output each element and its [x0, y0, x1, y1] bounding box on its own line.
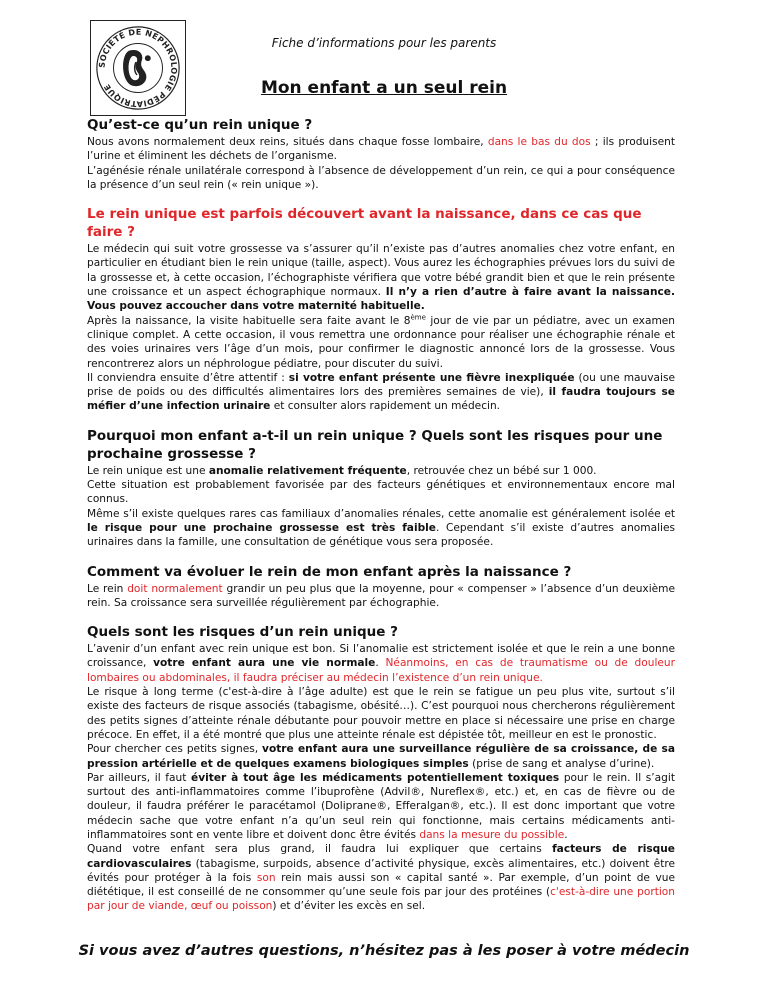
section-heading: Comment va évoluer le rein de mon enfant après la naissance ?: [87, 563, 572, 580]
society-logo: [90, 20, 186, 116]
section-causes-and-risks: [87, 427, 675, 550]
paragraph: Le rein doit normalement grandir un peu plus que la moyenne, pour « compenser » l’absence d’un deuxième rein. Sa croissance sera surveillée régulièrement par échographie.: [87, 582, 675, 609]
paragraph: Le médecin qui suit votre grossesse va s’assurer qu’il n’existe pas d’autres anomalies chez votre enfant, en particulier en étudiant bien le rein unique (taille, aspect). Vous aurez les échographies prévues lors du suivi de la grossesse et, à cette occasion, l’échographiste vérifiera que votre bébé grandit bien et que le rein présente une croissance et un aspect échographique normaux. Il n’y a rien d’autre à faire avant la naissance. Vous pouvez accoucher dans votre maternité habituelle.: [87, 243, 675, 313]
paragraph: L’agénésie rénale unilatérale correspond à l’absence de développement d’un rein, ce qui a pour conséquence la présence d’un seul rein (« rein unique »).: [87, 164, 675, 191]
paragraph: Même s’il existe quelques rares cas familiaux d’anomalies rénales, cette anomalie est généralement isolée et le risque pour une prochaine grossesse est très faible. Cependant s’il existe d’autres anomalies urinaires dans la famille, une consultation de génétique vous sera proposée.: [87, 507, 676, 549]
paragraph: L’avenir d’un enfant avec rein unique est bon. Si l’anomalie est strictement isolée et que le rein a une bonne croissance, votre enfant aura une vie normale. Néanmoins, en cas de traumatisme ou de douleur lombaires ou abdominales, il faudra préciser au médecin l’existence d’un rein unique.: [87, 643, 675, 684]
section-kidney-evolution: [87, 563, 675, 611]
section-single-kidney-risks: [87, 623, 675, 914]
section-heading: Le rein unique est parfois découvert avant la naissance, dans ce cas que faire ?: [87, 206, 642, 241]
section-prenatal-discovery: [87, 205, 675, 414]
section-what-is-single-kidney: [87, 116, 675, 192]
section-heading: Pourquoi mon enfant a-t-il un rein unique ? Quels sont les risques pour une prochaine grossesse ?: [87, 427, 663, 462]
paragraph: Nous avons normalement deux reins, situés dans chaque fosse lombaire, dans le bas du dos ; ils produisent l’urine et éliminent les déchets de l’organisme.: [87, 136, 675, 163]
paragraph: Il conviendra ensuite d’être attentif : si votre enfant présente une fièvre inexpliquée (ou une mauvaise prise de poids ou des difficultés alimentaires lors des premières semaines de vie), il faudra toujours se méfier d’une infection urinaire et consulter alors rapidement un médecin.: [87, 371, 675, 413]
section-heading: Quels sont les risques d’un rein unique ?: [87, 624, 398, 641]
document-body: [87, 116, 675, 927]
svg-text:SOCIÉTÉ DE NÉPHROLOGIE PÉDIATR: SOCIÉTÉ DE NÉPHROLOGIE PÉDIATRIQUE: [97, 27, 179, 109]
paragraph: Par ailleurs, il faut éviter à tout âge les médicaments potentiellement toxiques pour le rein. Il s’agit surtout des anti-inflammatoires comme l’ibuprofène (Advil®, Nureflex®, etc.) et, en cas de fièvre ou de douleur, il faudra préférer le paracétamol (Doliprane®, Efferalgan®, etc.). Il est donc important que votre médecin sache que votre enfant n’a qu’un seul rein qui fonctionne, mais certains médicaments anti-inflammatoires sont en vente libre et doivent donc être évités dans la mesure du possible.: [87, 771, 675, 841]
paragraph: Le risque à long terme (c'est-à-dire à l’âge adulte) est que le rein se fatigue un peu plus vite, surtout s’il existe des facteurs de risque associés (tabagisme, obésité…). C’est pourquoi nous chercherons régulièrement des petits signes d’atteinte rénale débutante pour pouvoir mettre en place si nécessaire une prise en charge précoce. En effet, il a été montré que plus une atteinte rénale est dépistée tôt, meilleur en est le pronostic.: [87, 686, 675, 741]
footer-note: Si vous avez d’autres questions, n’hésitez pas à les poser à votre médecin: [78, 943, 690, 959]
paragraph: Quand votre enfant sera plus grand, il faudra lui expliquer que certains facteurs de risque cardiovasculaires (tabagisme, surpoids, absence d’activité physique, excès alimentaires, etc.) doivent être évités pour protéger à la fois son rein mais aussi son « capital santé ». Par exemple, d’un point de vue diététique, il est conseillé de ne consommer qu’une seule fois par jour des protéines (c'est-à-dire une portion par jour de viande, œuf ou poisson) et d’éviter les excès en sel.: [87, 843, 676, 913]
paragraph: Cette situation est probablement favorisée par des facteurs génétiques et environnementaux encore mal connus.: [87, 479, 675, 506]
paragraph: Pour chercher ces petits signes, votre enfant aura une surveillance régulière de sa croissance, de sa pression artérielle et de quelques examens biologiques simples (prise de sang et analyse d’urine).: [87, 743, 675, 770]
paragraph: Le rein unique est une anomalie relativement fréquente, retrouvée chez un bébé sur 1 000.: [87, 464, 597, 477]
page-title: Mon enfant a un seul rein: [260, 78, 508, 98]
section-heading: Qu’est-ce qu’un rein unique ?: [87, 117, 313, 133]
paragraph: Après la naissance, la visite habituelle sera faite avant le 8ème jour de vie par un pédiatre, avec un examen clinique complet. A cette occasion, il vous remettra une ordonnance pour réaliser une échographie rénale et des voies urinaires vers l’âge d’un mois, pour confirmer le diagnostic annoncé lors de la grossesse. Vous rencontrerez alors un néphrologue pédiatre, pour discuter du suivi.: [87, 313, 675, 370]
document-subheader: Fiche d’informations pour les parents: [271, 36, 497, 50]
